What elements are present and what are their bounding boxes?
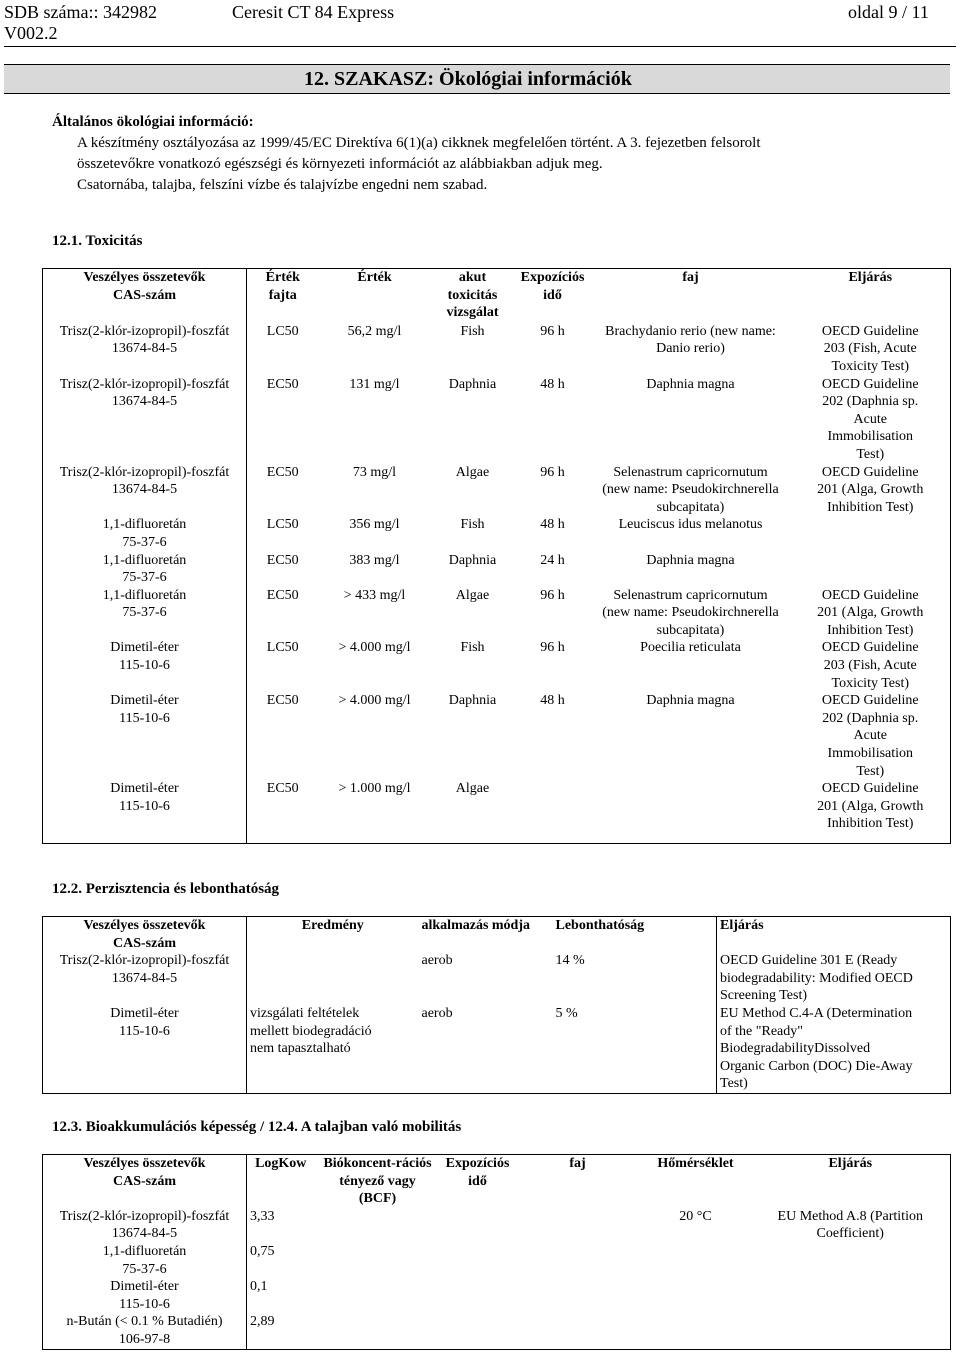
table-cell — [315, 1313, 441, 1349]
table-cell — [591, 780, 791, 843]
table-row — [43, 1243, 951, 1278]
table-row — [43, 692, 951, 780]
table-row — [43, 1005, 951, 1093]
column-header: akut toxicitás vizsgálat — [446, 270, 499, 321]
toxicity-heading: 12.1. Toxicitás — [52, 233, 143, 249]
table-header-row — [43, 269, 951, 323]
general-heading: Általános ökológiai információ: — [52, 114, 254, 130]
table-cell: OECD Guideline 203 (Fish, Acute Toxicity Test) — [821, 640, 919, 691]
column-header: Eredmény — [247, 917, 419, 953]
table-cell: Brachydanio rerio (new name: Danio rerio) — [605, 323, 776, 357]
table-cell: EC50 — [247, 464, 319, 517]
table-cell: OECD Guideline 301 E (Ready biodegradability: Modified OECD Screening Test) — [717, 952, 951, 1005]
table-cell: OECD Guideline 202 (Daphnia sp. Acute Immobilisation Test) — [821, 376, 919, 462]
table-cell: 48 h — [540, 376, 565, 392]
table-cell: EC50 — [247, 552, 319, 587]
table-cell: EU Method C.4-A (Determination of the "Ready" BiodegradabilityDissolved Organic Carbon (DOC) Die-Away Test) — [717, 1005, 951, 1093]
table-cell: LC50 — [247, 516, 319, 551]
table-cell: LC50 — [247, 323, 319, 376]
table-cell: 0,75 — [247, 1243, 315, 1278]
table-cell: 131 mg/l — [349, 376, 400, 392]
table-cell: > 433 mg/l — [343, 587, 406, 603]
table-cell: OECD Guideline 201 (Alga, Growth Inhibition Test) — [817, 464, 924, 515]
table-row — [43, 323, 951, 376]
table-cell: > 4.000 mg/l — [338, 693, 411, 709]
table-cell: aerob — [421, 1005, 453, 1021]
table-row — [43, 952, 951, 1005]
table-row — [43, 1278, 951, 1313]
column-header: Expozíciós idő — [520, 270, 585, 303]
table-cell: Trisz(2-klór-izopropil)-foszfát 13674-84-5 — [59, 953, 230, 986]
table-header-row — [43, 1155, 951, 1208]
table-cell: 20 °C — [679, 1208, 712, 1224]
table-cell: LC50 — [247, 639, 319, 692]
column-header: Biókoncent-rációs tényező vagy (BCF) — [323, 1156, 432, 1207]
table-cell: 73 mg/l — [352, 464, 397, 480]
table-cell: 0,1 — [247, 1278, 315, 1313]
table-cell — [641, 1243, 751, 1278]
table-cell: Dimetil-éter 115-10-6 — [110, 781, 179, 814]
table-row — [43, 376, 951, 464]
table-cell: Trisz(2-klór-izopropil)-foszfát 13674-84-5 — [59, 323, 230, 357]
table-cell — [315, 1243, 441, 1278]
persistence-table — [42, 916, 951, 1094]
table-cell: Daphnia — [448, 376, 497, 392]
persistence-heading: 12.2. Perzisztencia és lebonthatóság — [52, 881, 280, 897]
column-header: Érték — [357, 270, 392, 285]
table-cell: Daphnia — [448, 552, 497, 568]
table-cell: 5 % — [555, 1005, 578, 1021]
table-cell: 383 mg/l — [349, 552, 400, 568]
table-cell: OECD Guideline 203 (Fish, Acute Toxicity Test) — [821, 323, 919, 374]
table-cell — [441, 1208, 515, 1243]
table-cell: Leuciscus idus melanotus — [618, 517, 763, 533]
table-cell: 96 h — [540, 640, 565, 656]
column-header: Veszélyes összetevők CAS-szám — [83, 270, 206, 303]
version: V002.2 — [4, 23, 58, 43]
table-cell — [515, 1313, 641, 1349]
table-cell — [515, 1208, 641, 1243]
table-cell: 356 mg/l — [349, 517, 400, 533]
column-header: Eljárás — [848, 270, 893, 285]
table-cell: vizsgálati feltételek mellett biodegradáció nem tapasztalható — [247, 1005, 419, 1093]
table-cell: 96 h — [540, 323, 565, 339]
column-header: Eljárás — [717, 917, 951, 953]
table-cell — [441, 1243, 515, 1278]
table-cell: Dimetil-éter 115-10-6 — [110, 1279, 179, 1312]
table-cell: Daphnia magna — [646, 552, 735, 568]
page-number: oldal 9 / 11 — [848, 2, 929, 22]
table-cell: 48 h — [540, 693, 565, 709]
table-cell: 96 h — [540, 587, 565, 603]
table-cell: Daphnia — [448, 693, 497, 709]
table-cell: 24 h — [540, 552, 565, 568]
table-cell — [751, 1278, 951, 1313]
table-cell: 1,1-difluoretán 75-37-6 — [102, 1243, 187, 1277]
column-header: Expozíciós idő — [445, 1156, 510, 1189]
table-cell: OECD Guideline 201 (Alga, Growth Inhibition Test) — [817, 587, 924, 638]
table-cell: > 1.000 mg/l — [338, 781, 411, 797]
table-cell: Selenastrum capricornutum (new name: Pseudokirchnerella subcapitata) — [602, 587, 779, 638]
page-header — [0, 0, 960, 44]
table-cell: EC50 — [247, 692, 319, 780]
table-row — [43, 552, 951, 587]
bioaccumulation-table — [42, 1154, 951, 1350]
table-cell: Dimetil-éter 115-10-6 — [110, 1005, 179, 1039]
table-cell: n-Bután (< 0.1 % Butadién) 106-97-8 — [66, 1314, 223, 1347]
table-cell: Fish — [460, 640, 485, 656]
table-cell: Trisz(2-klór-izopropil)-foszfát 13674-84-5 — [59, 1208, 230, 1242]
column-header: Veszélyes összetevők CAS-szám — [83, 1156, 206, 1189]
section-title: 12. SZAKASZ: Ökológiai információk — [304, 68, 632, 90]
table-cell: Algae — [455, 587, 490, 603]
table-header-row — [43, 917, 951, 953]
table-cell: Trisz(2-klór-izopropil)-foszfát 13674-84-5 — [59, 376, 230, 410]
table-cell: Algae — [455, 464, 490, 480]
table-row — [43, 464, 951, 517]
column-header: Eljárás — [828, 1156, 873, 1171]
table-cell: Daphnia magna — [646, 693, 735, 709]
table-cell: 1,1-difluoretán 75-37-6 — [102, 587, 187, 621]
table-cell: Dimetil-éter 115-10-6 — [110, 640, 179, 674]
table-cell: aerob — [421, 953, 453, 969]
table-cell — [751, 1243, 951, 1278]
table-cell — [315, 1278, 441, 1313]
table-cell: Algae — [455, 781, 490, 797]
column-header: faj — [569, 1156, 586, 1171]
table-cell — [751, 1313, 951, 1349]
table-row — [43, 587, 951, 640]
table-cell: Fish — [460, 323, 485, 339]
section-title-bar — [4, 64, 950, 94]
general-line-2: összetevőkre vonatkozó egészségi és környezeti információt az alábbiakban adjuk meg. — [77, 156, 603, 172]
table-cell: Selenastrum capricornutum (new name: Pseudokirchnerella subcapitata) — [602, 464, 779, 515]
table-cell — [515, 1278, 641, 1313]
column-header: LogKow — [247, 1155, 315, 1208]
table-cell — [791, 516, 951, 551]
column-header: Veszélyes összetevők CAS-szám — [83, 918, 206, 951]
table-cell: EC50 — [247, 780, 319, 843]
table-row — [43, 1208, 951, 1243]
column-header: Lebonthatóság — [555, 918, 645, 933]
column-header: Érték fajta — [247, 269, 319, 323]
general-info — [52, 112, 761, 196]
table-cell — [641, 1278, 751, 1313]
table-cell: 1,1-difluoretán 75-37-6 — [102, 552, 187, 586]
table-cell — [315, 1208, 441, 1243]
table-cell: Daphnia magna — [646, 376, 735, 392]
table-cell — [515, 1243, 641, 1278]
table-cell: Trisz(2-klór-izopropil)-foszfát 13674-84-5 — [59, 464, 230, 498]
table-cell: EC50 — [247, 376, 319, 464]
table-row — [43, 639, 951, 692]
table-cell: Dimetil-éter 115-10-6 — [110, 693, 179, 726]
general-line-1: A készítmény osztályozása az 1999/45/EC Direktíva 6(1)(a) cikknek megfelelően történt. A 3. fejezetben felsorolt — [77, 135, 761, 151]
table-cell: 14 % — [555, 953, 585, 969]
table-cell: OECD Guideline 201 (Alga, Growth Inhibition Test) — [817, 781, 924, 832]
table-cell: 2,89 — [247, 1313, 315, 1349]
table-cell — [641, 1313, 751, 1349]
bioaccumulation-heading: 12.3. Bioakkumulációs képesség / 12.4. A talajban való mobilitás — [52, 1119, 462, 1135]
table-cell — [791, 552, 951, 587]
table-cell: 1,1-difluoretán 75-37-6 — [102, 517, 187, 550]
column-header: alkalmazás módja — [421, 918, 530, 933]
product-name: Ceresit CT 84 Express — [232, 2, 395, 22]
table-row — [43, 780, 951, 843]
table-cell: 48 h — [540, 517, 565, 533]
table-cell: Fish — [460, 517, 485, 533]
table-cell: OECD Guideline 202 (Daphnia sp. Acute Immobilisation Test) — [821, 693, 919, 779]
table-cell: EC50 — [247, 587, 319, 640]
table-cell: 96 h — [540, 464, 565, 480]
table-cell — [441, 1313, 515, 1349]
table-cell: 56,2 mg/l — [347, 323, 402, 339]
table-cell — [515, 780, 591, 843]
column-header: faj — [682, 270, 699, 285]
table-cell — [247, 952, 419, 1005]
table-row — [43, 1313, 951, 1349]
column-header: Hőmérséklet — [657, 1156, 734, 1171]
header-divider — [4, 46, 956, 47]
table-cell: > 4.000 mg/l — [338, 640, 411, 656]
toxicity-table — [42, 268, 951, 844]
table-cell: Poecilia reticulata — [640, 640, 741, 656]
table-cell: 3,33 — [247, 1208, 315, 1243]
sdb-number: SDB száma:: 342982 — [4, 2, 157, 22]
table-row — [43, 516, 951, 551]
table-cell — [441, 1278, 515, 1313]
table-cell: EU Method A.8 (Partition Coefficient) — [777, 1208, 923, 1242]
general-line-3: Csatornába, talajba, felszíni vízbe és talajvízbe engedni nem szabad. — [77, 177, 488, 193]
